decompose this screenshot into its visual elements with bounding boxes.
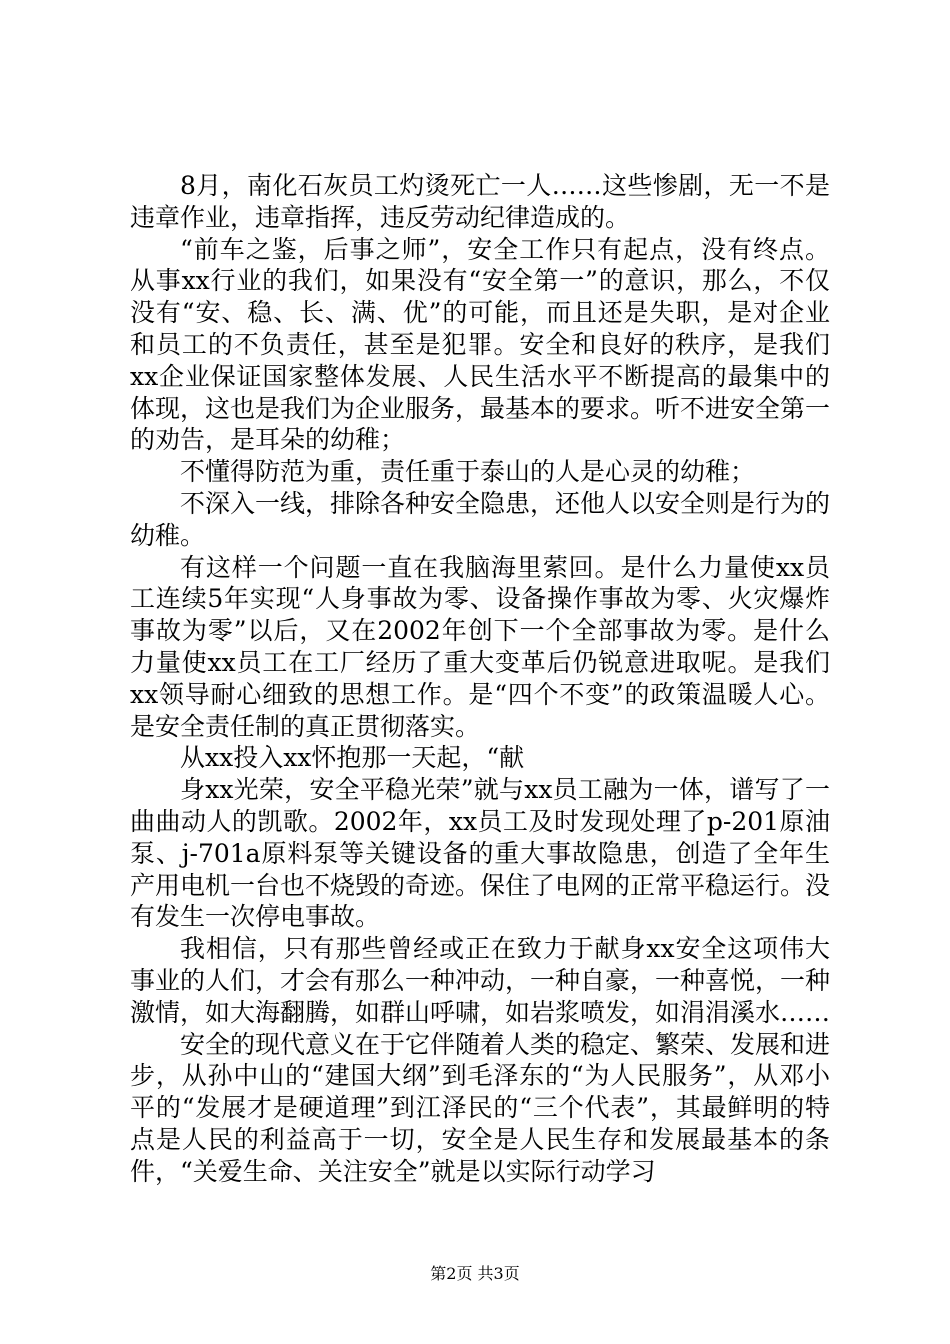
paragraph-6: 从xx投入xx怀抱那一天起，“献 bbox=[180, 743, 525, 773]
document-body bbox=[130, 170, 830, 1188]
paragraph-1: 8月，南化石灰员工灼烫死亡一人……这些惨剧，无一不是违章作业，违章指挥，违反劳动纪律造成的。 bbox=[130, 171, 830, 232]
paragraph-4: 不深入一线，排除各种安全隐患，还他人以安全则是行为的幼稚。 bbox=[130, 488, 831, 550]
paragraph-8: 我相信，只有那些曾经或正在致力于献身xx安全这项伟大事业的人们，才会有那么一种冲动，一种自豪，一种喜悦，一种激情，如大海翻腾，如群山呼啸，如岩浆喷发，如涓涓溪水…… bbox=[130, 934, 831, 1027]
paragraph-7: 身xx光荣，安全平稳光荣”就与xx员工融为一体，谱写了一曲曲动人的凯歌。2002年，xx员工及时发现处理了p-201原油泵、j-701a原料泵等关键设备的重大事故隐患，创造了全年生产用电机一台也不烧毁的奇迹。保住了电网的正常平稳运行。没有发生一次停电事故。 bbox=[130, 775, 831, 932]
paragraph-5: 有这样一个问题一直在我脑海里萦回。是什么力量使xx员工连续5年实现“人身事故为零、设备操作事故为零、火灾爆炸事故为零”以后，又在2002年创下一个全部事故为零。是什么力量使xx员工在工厂经历了重大变革后仍锐意进取呢。是我们xx领导耐心细致的思想工作。是“四个不变”的政策温暖人心。是安全责任制的真正贯彻落实。 bbox=[130, 552, 830, 741]
paragraph-9: 安全的现代意义在于它伴随着人类的稳定、繁荣、发展和进步，从孙中山的“建国大纲”到毛泽东的“为人民服务”，从邓小平的“发展才是硬道理”到江泽民的“三个代表”，其最鲜明的特点是人民的利益高于一切，安全是人民生存和发展最基本的条件，“关爱生命、关注安全”就是以实际行动学习 bbox=[130, 1029, 831, 1186]
page-footer bbox=[0, 1264, 950, 1284]
paragraph-3: 不懂得防范为重，责任重于泰山的人是心灵的幼稚； bbox=[180, 457, 756, 487]
paragraph-2: “前车之鉴，后事之师”，安全工作只有起点，没有终点。从事xx行业的我们，如果没有“安全第一”的意识，那么，不仅没有“安、稳、长、满、优”的可能，而且还是失职，是对企业和员工的不负责任，甚至是犯罪。安全和良好的秩序，是我们xx企业保证国家整体发展、人民生活水平不断提高的最集中的体现，这也是我们为企业服务，最基本的要求。听不进安全第一的劝告，是耳朵的幼稚； bbox=[130, 234, 831, 455]
page-number-label: 第2页 共3页 bbox=[430, 1264, 520, 1283]
